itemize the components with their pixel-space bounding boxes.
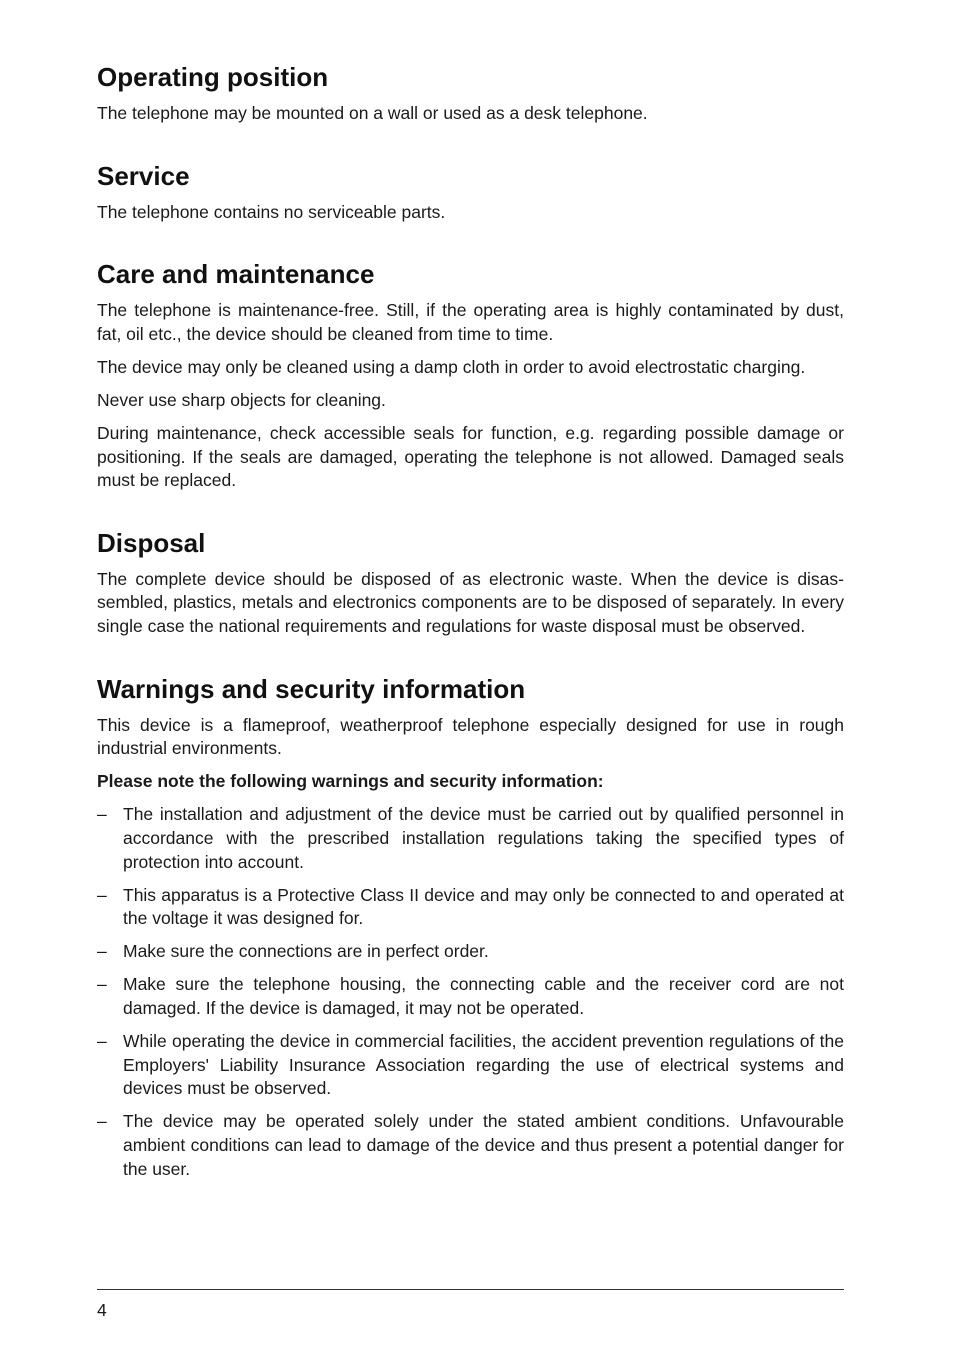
list-item-text: Make sure the telephone housing, the connecting cable and the receiver cord are not damaged. If the device is damaged, it may not be operated. bbox=[123, 974, 844, 1019]
document-page bbox=[97, 60, 844, 1214]
list-item-text: The device may be operated solely under the stated ambient conditions. Unfavourable ambient conditions can lead to damage of the device and thus present a potential danger for the user. bbox=[123, 1111, 844, 1179]
bullet-dash: – bbox=[97, 941, 107, 962]
section-heading: Service bbox=[97, 160, 190, 191]
bullet-dash: – bbox=[97, 804, 107, 825]
section-care-and-maintenance bbox=[97, 257, 844, 493]
paragraph: The telephone is maintenance-free. Still, if the operating area is highly contaminated by dust, fat, oil etc., the device should be cleaned from time to time. bbox=[97, 300, 844, 344]
bullet-dash: – bbox=[97, 1111, 107, 1132]
section-heading: Disposal bbox=[97, 527, 206, 558]
list-item bbox=[97, 1110, 844, 1181]
warnings-note: Please note the following warnings and security information: bbox=[97, 771, 604, 792]
bullet-dash: – bbox=[97, 1031, 107, 1052]
bullet-dash: – bbox=[97, 884, 107, 905]
bullet-dash: – bbox=[97, 974, 107, 995]
section-warnings bbox=[97, 672, 844, 1182]
paragraph: The telephone contains no serviceable parts. bbox=[97, 201, 446, 222]
paragraph: The complete device should be disposed of as electronic waste. When the device is disassembled, plastics, metals and electronics components are to be disposed of separately. In every single case the national requirements and regulations for waste disposal must be observed. bbox=[97, 568, 844, 637]
section-heading: Operating position bbox=[97, 62, 329, 92]
paragraph: The device may only be cleaned using a damp cloth in order to avoid electrostatic charging. bbox=[97, 356, 806, 377]
list-item-text: The installation and adjustment of the device must be carried out by qualified personnel in accordance with the prescribed installation regulations taking the specified types of protection into account. bbox=[123, 804, 844, 872]
footer-divider bbox=[97, 1289, 844, 1290]
paragraph: Never use sharp objects for cleaning. bbox=[97, 389, 386, 410]
list-item-text: While operating the device in commercial facilities, the accident prevention regulations of the Employers' Liability Insurance Association regarding the use of electrical systems and devices must be observed. bbox=[123, 1031, 844, 1099]
list-item bbox=[97, 1030, 844, 1101]
page-number: 4 bbox=[97, 1300, 107, 1320]
section-heading: Care and maintenance bbox=[97, 259, 375, 290]
list-item bbox=[97, 884, 844, 931]
list-item-text: This apparatus is a Protective Class II device and may only be connected to and operated at the voltage it was designed for. bbox=[123, 884, 844, 929]
list-item-text: Make sure the connections are in perfect order. bbox=[123, 941, 489, 962]
paragraph: This device is a flameproof, weatherproof telephone especially designed for use in rough industrial environments. bbox=[97, 714, 844, 759]
warnings-list bbox=[97, 803, 844, 1181]
section-service bbox=[97, 159, 844, 225]
list-item bbox=[97, 973, 844, 1020]
paragraph: During maintenance, check accessible seals for function, e.g. regarding possible damage or positioning. If the seals are damaged, operating the telephone is not allowed. Damaged seals must be replaced. bbox=[97, 423, 844, 491]
list-item bbox=[97, 803, 844, 874]
section-disposal bbox=[97, 526, 844, 639]
section-operating-position bbox=[97, 60, 844, 126]
paragraph: The telephone may be mounted on a wall or used as a desk telephone. bbox=[97, 103, 648, 123]
section-heading: Warnings and security information bbox=[97, 673, 526, 704]
list-item bbox=[97, 940, 844, 964]
